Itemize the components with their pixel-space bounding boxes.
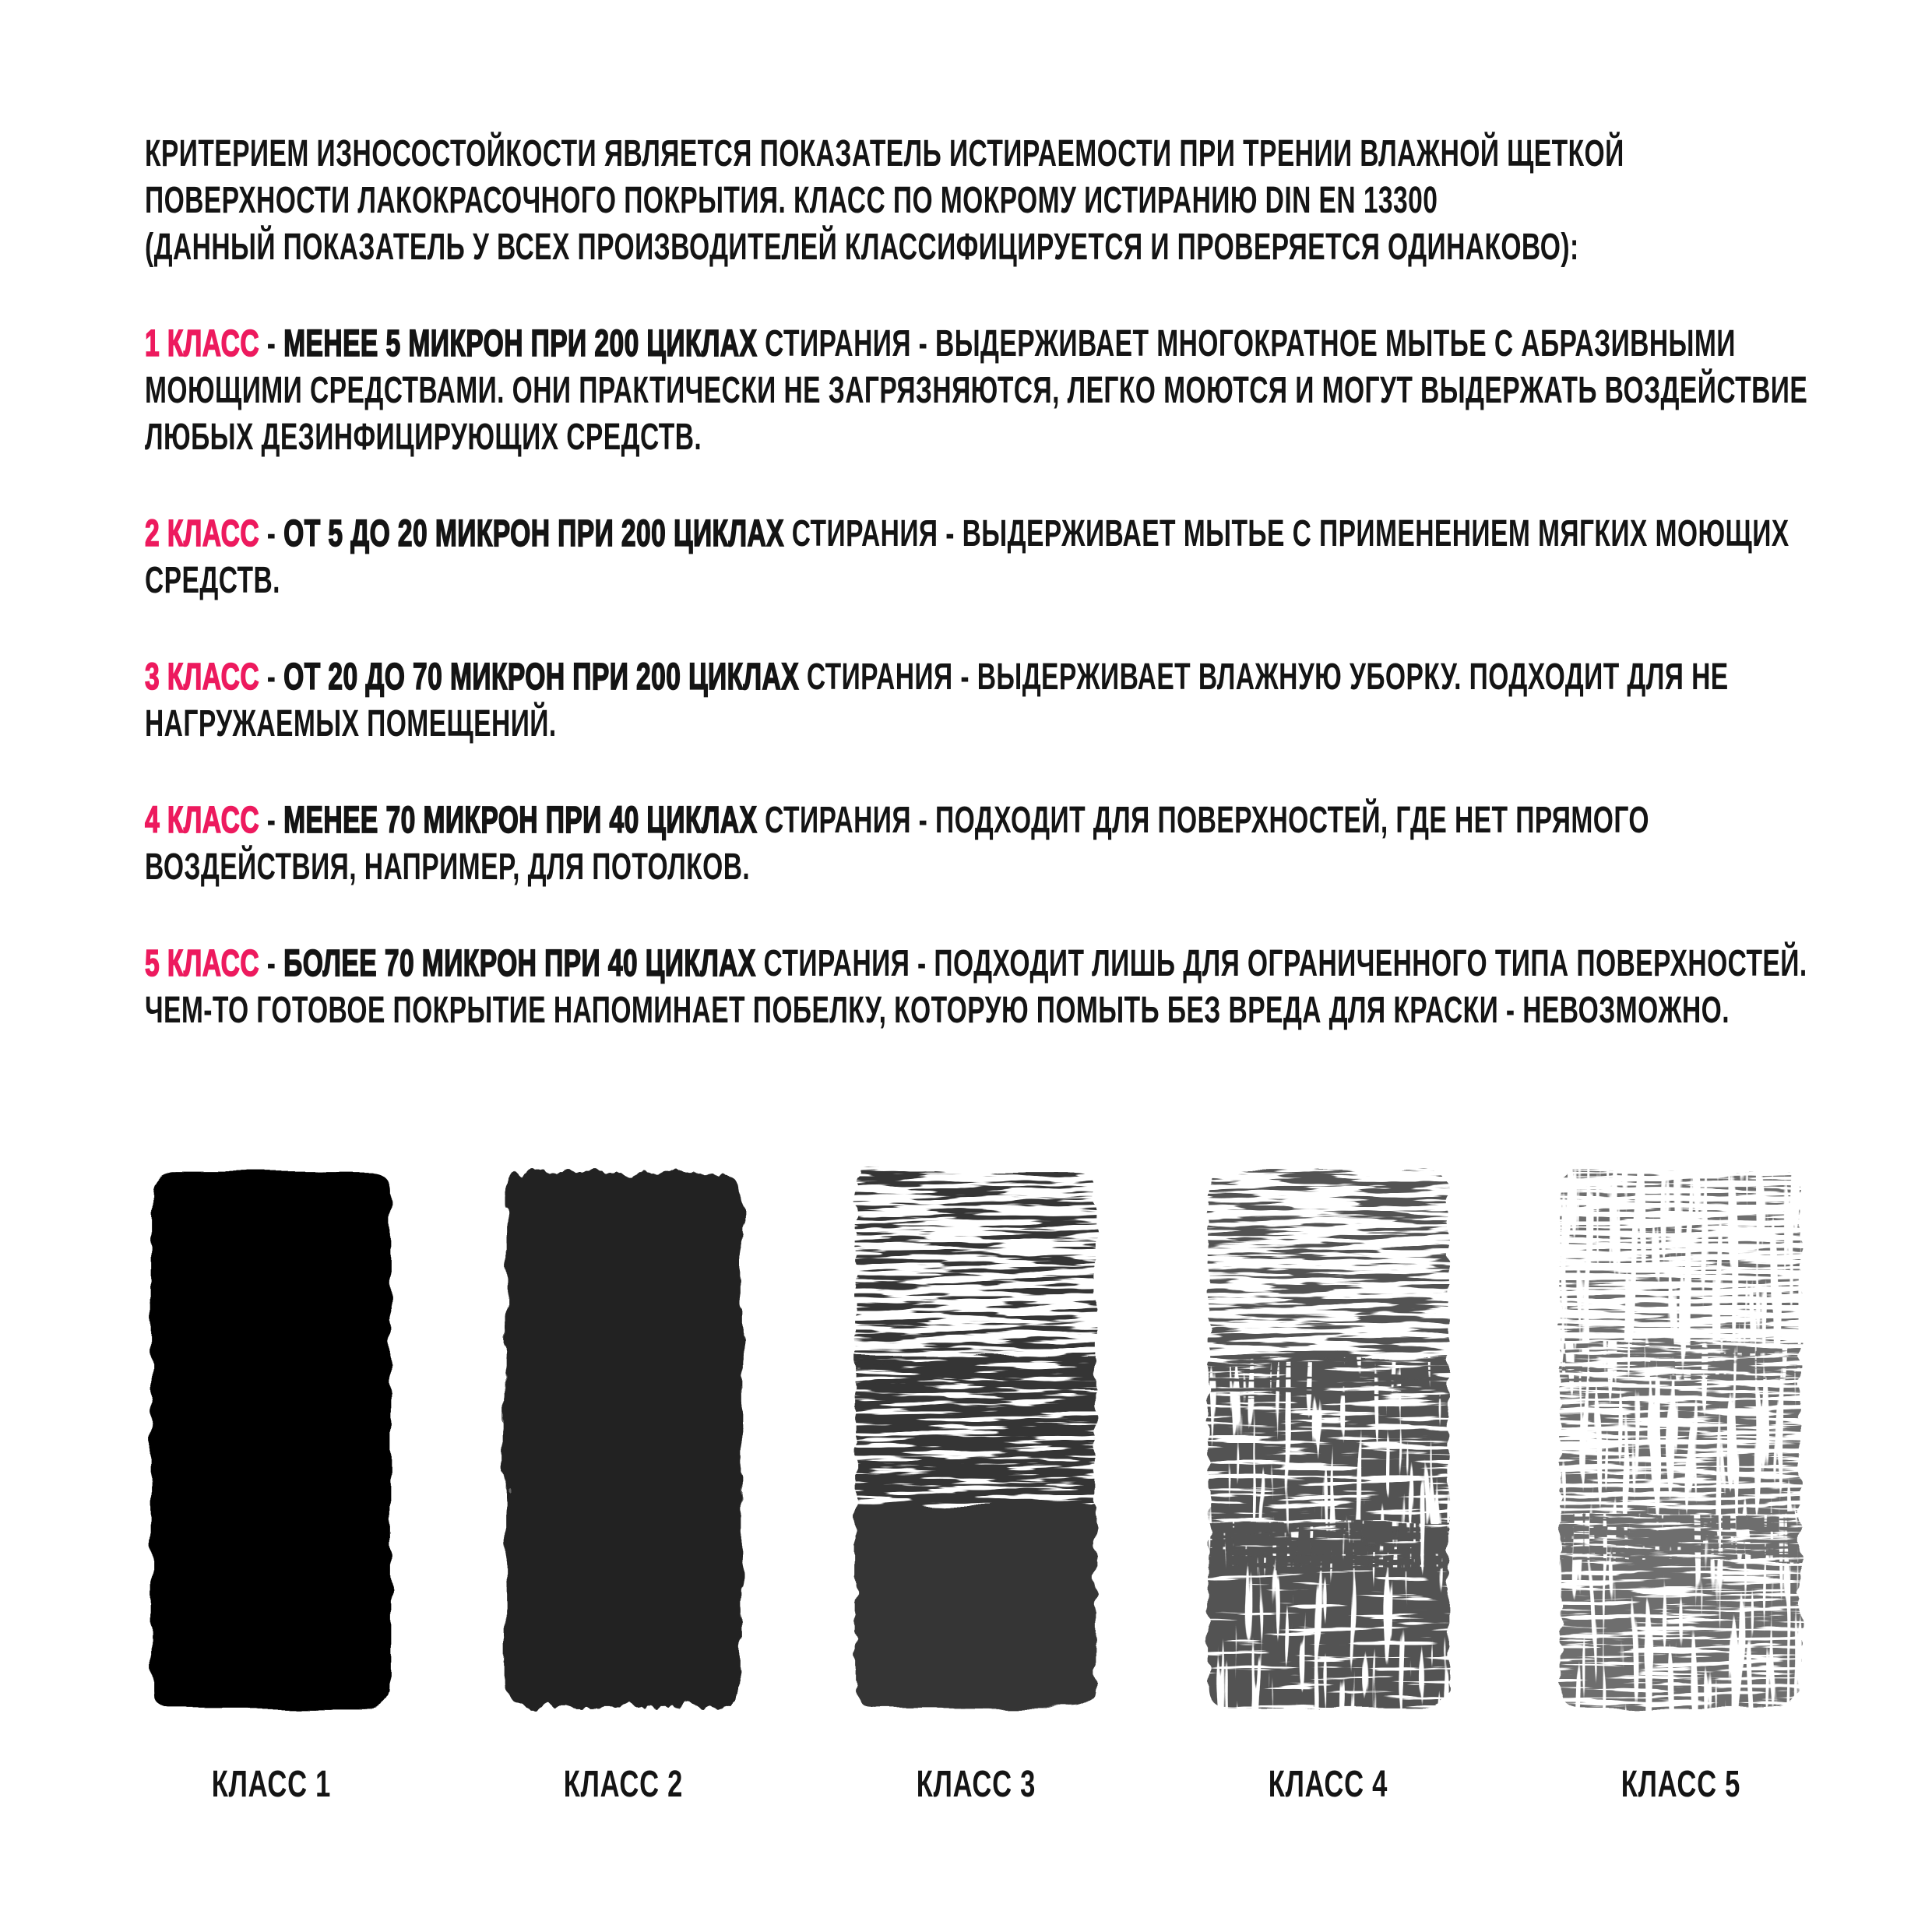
paint-swatch-graphic-class-2 [493, 1162, 755, 1718]
class-3-highlight: ОТ 20 ДО 70 МИКРОН ПРИ 200 ЦИКЛАХ [283, 656, 800, 698]
class-2-highlight: ОТ 5 ДО 20 МИКРОН ПРИ 200 ЦИКЛАХ [283, 513, 784, 554]
swatch-label: КЛАСС 2 [563, 1764, 684, 1805]
class-3-label: 3 КЛАСС [145, 656, 260, 698]
class-5-label: 5 КЛАСС [145, 943, 260, 984]
swatch-cell-2 [493, 1162, 755, 1806]
text-column [145, 131, 1827, 1084]
swatch-label: КЛАСС 1 [211, 1764, 331, 1805]
swatch-row [140, 1162, 1811, 1806]
swatch-cell-1 [140, 1162, 402, 1806]
dash: - [266, 800, 276, 841]
class-4-paragraph [145, 797, 1827, 891]
class-4-label: 4 КЛАСС [145, 800, 260, 841]
intro-line-1: КРИТЕРИЕМ ИЗНОСОСТОЙКОСТИ ЯВЛЯЕТСЯ ПОКАЗАТЕЛЬ ИСТИРАЕМОСТИ ПРИ ТРЕНИИ ВЛАЖНОЙ ЩЕТКОЙ ПОВЕРХНОСТИ ЛАКОКРАСОЧНОГО ПОКРЫТИЯ. КЛАСС ПО МОКРОМУ ИСТИРАНИЮ DIN EN 13300 [145, 133, 1632, 221]
class-3-description: СТИРАНИЯ - ВЫДЕРЖИВАЕТ ВЛАЖНУЮ УБОРКУ. ПОДХОДИТ ДЛЯ НЕ НАГРУЖАЕМЫХ ПОМЕЩЕНИЙ. [145, 656, 1737, 744]
swatch-cell-4 [1198, 1162, 1459, 1806]
swatch-label: КЛАСС 4 [1268, 1764, 1388, 1805]
class-5-highlight: БОЛЕЕ 70 МИКРОН ПРИ 40 ЦИКЛАХ [283, 943, 756, 984]
swatch-label: КЛАСС 3 [916, 1764, 1036, 1805]
class-1-paragraph [145, 321, 1827, 461]
class-2-paragraph [145, 511, 1827, 604]
class-4-description: СТИРАНИЯ - ПОДХОДИТ ДЛЯ ПОВЕРХНОСТЕЙ, ГДЕ НЕТ ПРЯМОГО ВОЗДЕЙСТВИЯ, НАПРИМЕР, ДЛЯ ПОТОЛКОВ. [145, 800, 1657, 888]
swatch-cell-5 [1550, 1162, 1811, 1806]
dash: - [266, 656, 276, 698]
class-1-description: СТИРАНИЯ - ВЫДЕРЖИВАЕТ МНОГОКРАТНОЕ МЫТЬЕ С АБРАЗИВНЫМИ МОЮЩИМИ СРЕДСТВАМИ. ОНИ ПРАКТИЧЕСКИ НЕ ЗАГРЯЗНЯЮТСЯ, ЛЕГКО МОЮТСЯ И МОГУТ ВЫДЕРЖАТЬ ВОЗДЕЙСТВИЕ ЛЮБЫХ ДЕЗИНФИЦИРУЮЩИХ СРЕДСТВ. [145, 323, 1815, 458]
class-5-description: СТИРАНИЯ - ПОДХОДИТ ЛИШЬ ДЛЯ ОГРАНИЧЕННОГО ТИПА ПОВЕРХНОСТЕЙ. ЧЕМ-ТО ГОТОВОЕ ПОКРЫТИЕ НАПОМИНАЕТ ПОБЕЛКУ, КОТОРУЮ ПОМЫТЬ БЕЗ ВРЕДА ДЛЯ КРАСКИ - НЕВОЗМОЖНО. [145, 943, 1815, 1031]
dash: - [266, 323, 276, 364]
class-1-highlight: МЕНЕЕ 5 МИКРОН ПРИ 200 ЦИКЛАХ [283, 323, 758, 364]
paint-swatch-graphic-class-3 [845, 1162, 1107, 1718]
swatch-cell-3 [845, 1162, 1107, 1806]
paint-swatch-graphic-class-5 [1550, 1162, 1811, 1718]
class-5-paragraph [145, 941, 1827, 1034]
paint-swatch-graphic-class-4 [1198, 1162, 1459, 1718]
intro-paragraph [145, 131, 1827, 271]
dash: - [266, 943, 276, 984]
paint-swatch-graphic-class-1 [140, 1162, 402, 1718]
swatch-label: КЛАСС 5 [1621, 1764, 1740, 1805]
class-3-paragraph [145, 654, 1827, 748]
class-4-highlight: МЕНЕЕ 70 МИКРОН ПРИ 40 ЦИКЛАХ [283, 800, 758, 841]
dash: - [266, 513, 276, 554]
class-2-description: СТИРАНИЯ - ВЫДЕРЖИВАЕТ МЫТЬЕ С ПРИМЕНЕНИЕМ МЯГКИХ МОЮЩИХ СРЕДСТВ. [145, 513, 1797, 601]
class-1-label: 1 КЛАСС [145, 323, 260, 364]
class-2-label: 2 КЛАСС [145, 513, 260, 554]
intro-line-2: (ДАННЫЙ ПОКАЗАТЕЛЬ У ВСЕХ ПРОИЗВОДИТЕЛЕЙ КЛАССИФИЦИРУЕТСЯ И ПРОВЕРЯЕТСЯ ОДИНАКОВО): [145, 227, 1579, 268]
